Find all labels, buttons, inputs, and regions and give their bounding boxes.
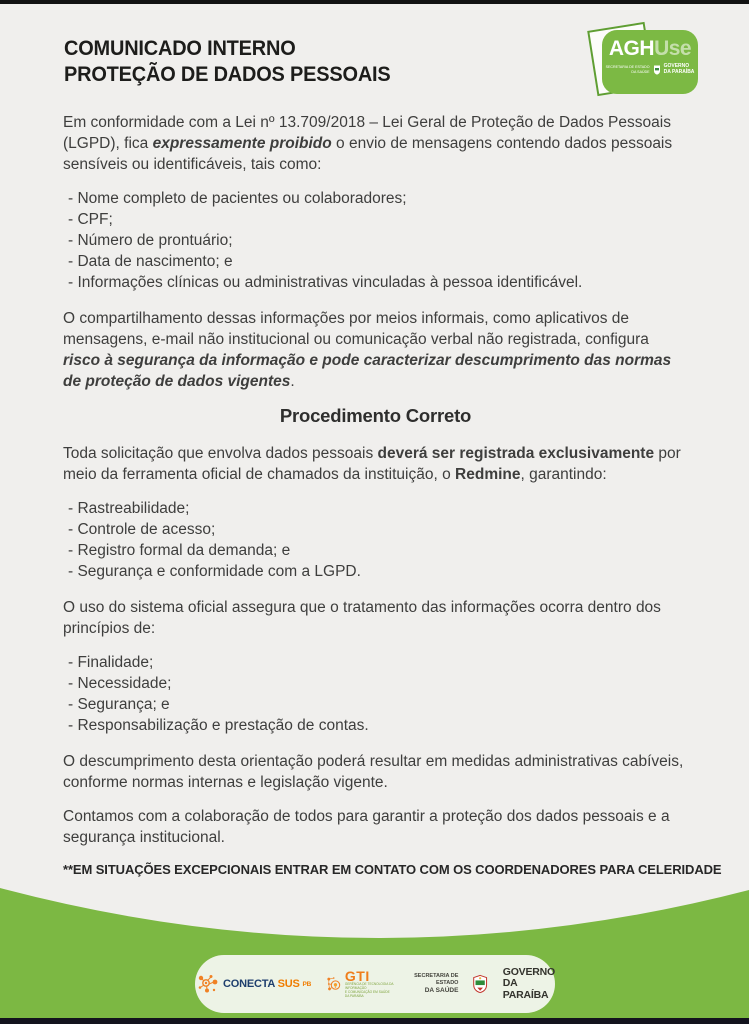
list-item: - Registro formal da demanda; e xyxy=(68,542,291,559)
list-item: - Segurança e conformidade com a LGPD. xyxy=(68,563,361,580)
paraiba-crest-icon-small xyxy=(653,65,661,75)
gti-network-icon xyxy=(326,972,341,996)
sus-text: SUS xyxy=(277,978,300,990)
secretaria-saude-text xyxy=(410,973,459,995)
gti-logo xyxy=(326,969,395,998)
gti-text: GTI xyxy=(344,968,370,985)
list-item: - Finalidade; xyxy=(68,654,154,671)
list-item: - Responsabilização e prestação de contas. xyxy=(68,717,369,734)
aghuse-logo-card xyxy=(602,30,698,94)
pb-text: PB xyxy=(302,981,312,988)
aghuse-governo-line2: DA PARAÍBA xyxy=(663,68,695,75)
section-title: Procedimento Correto xyxy=(279,405,472,426)
footnote-exceptional-cases: **EM SITUAÇÕES EXCEPCIONAIS ENTRAR EM CONTATO COM OS COORDENADORES PARA CELERIDADE xyxy=(63,862,722,877)
list-item: - CPF; xyxy=(68,211,113,228)
title-line-1: COMUNICADO INTERNO xyxy=(64,37,296,60)
aghuse-secretaria-line1: SECRETARIA DE ESTADO xyxy=(605,65,650,70)
title-line-2: PROTEÇÃO DE DADOS PESSOAIS xyxy=(64,63,391,86)
paragraph-principles-intro: O uso do sistema oficial assegura que o tratamento das informações ocorra dentro dos princípios de: xyxy=(63,599,661,637)
secretaria-line2: DA SAÚDE xyxy=(424,987,459,994)
conecta-text: CONECTA xyxy=(223,978,275,990)
secretaria-line1: SECRETARIA DE ESTADO xyxy=(414,973,459,986)
list-guarantees xyxy=(63,498,688,582)
governo-paraiba-text xyxy=(503,967,555,1002)
aghuse-text-use: Use xyxy=(654,37,692,60)
list-item: - Nome completo de pacientes ou colaboradores; xyxy=(68,190,407,207)
conecta-sus-wordmark xyxy=(223,978,311,990)
aghuse-sublogos xyxy=(602,64,698,75)
conecta-sus-logo xyxy=(195,972,311,996)
paragraph-intro: Em conformidade com a Lei nº 13.709/2018 – Lei Geral de Proteção de Dados Pessoais (LGPD), fica expressamente proibido o envio de mensagens contendo dados pessoais sensíveis ou identificáveis, tais como: xyxy=(63,114,673,173)
aghuse-logo xyxy=(598,28,698,100)
list-prohibited-data xyxy=(63,188,688,293)
top-border-strip xyxy=(0,0,749,4)
list-item: - Número de prontuário; xyxy=(68,232,233,249)
paragraph-informal-sharing: O compartilhamento dessas informações por meios informais, como aplicativos de mensagens, e-mail não institucional ou comunicação verbal não registrada, configura risco à segurança da informação e pode caracterizar descumprimento das normas de proteção de dados vigentes. xyxy=(63,310,672,390)
governo-line2: DA PARAÍBA xyxy=(502,977,549,1001)
gti-wordmark-block xyxy=(345,969,395,998)
list-item: - Segurança; e xyxy=(68,696,170,713)
gti-subtext-line1: GERÊNCIA DE TECNOLOGIA DA INFORMAÇÃO xyxy=(344,982,394,991)
page-title xyxy=(64,36,391,88)
paragraph-noncompliance: O descumprimento desta orientação poderá resultar em medidas administrativas cabíveis, conforme normas internas e legislação vigente. xyxy=(63,753,684,791)
list-item: - Informações clínicas ou administrativas vinculadas à pessoa identificável. xyxy=(68,274,583,291)
aghuse-secretaria-line2: DA SAÚDE xyxy=(631,69,650,74)
aghuse-governo-line1: GOVERNO xyxy=(663,63,690,69)
bottom-border-strip xyxy=(0,1018,749,1024)
list-item: - Data de nascimento; e xyxy=(68,253,233,270)
governo-line1: GOVERNO xyxy=(502,965,556,978)
list-principles xyxy=(63,652,688,736)
gti-subtext-line2: E COMUNICAÇÃO EM SAÚDE DA PARAÍBA xyxy=(344,990,390,998)
aghuse-wordmark xyxy=(602,38,698,60)
conecta-sus-molecule-icon xyxy=(195,972,219,996)
aghuse-governo-text xyxy=(664,64,695,75)
list-item: - Controle de acesso; xyxy=(68,521,216,538)
paragraph-closing: Contamos com a colaboração de todos para garantir a proteção dos dados pessoais e a segurança institucional. xyxy=(63,808,670,846)
aghuse-secretaria-text xyxy=(606,65,650,73)
paraiba-coat-of-arms-icon xyxy=(473,971,487,997)
paragraph-redmine: Toda solicitação que envolva dados pessoais deverá ser registrada exclusivamente por meio da ferramenta oficial de chamados da instituição, o Redmine, garantindo: xyxy=(63,445,681,483)
list-item: - Necessidade; xyxy=(68,675,172,692)
aghuse-text-agh: AGH xyxy=(608,37,655,60)
footer-logo-bar xyxy=(195,955,555,1013)
list-item: - Rastreabilidade; xyxy=(68,500,190,517)
memo-body xyxy=(63,112,722,880)
